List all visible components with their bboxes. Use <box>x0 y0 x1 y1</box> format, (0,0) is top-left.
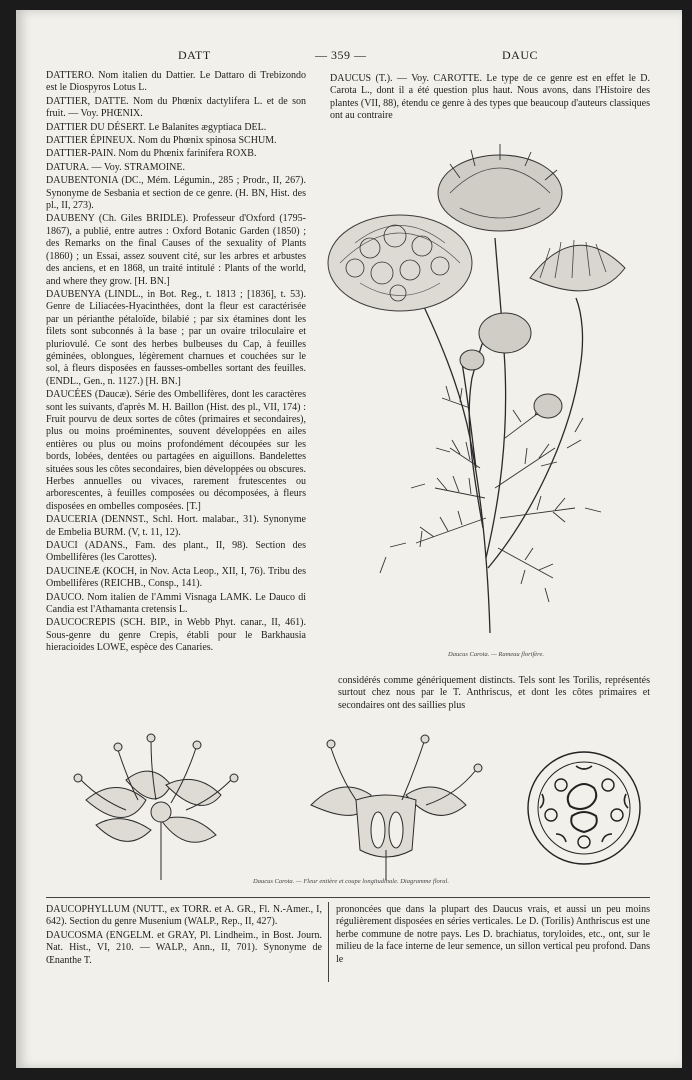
entry-daubentonia: DAUBENTONIA (DC., Mém. Légumin., 285 ; Prodr., II, 267). Synonyme de Sesbania et section de ce genre. (H. BN, Hist. des pl., II, 273). <box>46 175 306 212</box>
entry-daucophyllum: DAUCOPHYLLUM (NUTT., ex TORR. et A. GR., Fl. N.-Amer., I, 642). Section du genre Musenium (WALP., Rep., II, 427). <box>46 904 322 928</box>
column-rule <box>328 902 329 982</box>
umbel-top <box>438 144 562 231</box>
entry-daucus-end: prononcées que dans la plupart des Daucus vrais, et aussi un peu moins régulièrement disposées en séries verticales. Le D. (Torilis) Anthriscus est une herbe commune de notre pays. Les D. brachiatus, toryloides, etc., ont, sur le milieu de la face interne de leur semence, un sillon vertical peu profond. Dans le <box>336 904 650 965</box>
left-column <box>46 70 306 710</box>
umbel-left <box>328 215 472 311</box>
floral-diagram <box>528 752 640 864</box>
running-head-left: DATT <box>178 48 211 62</box>
entry-daucees: DAUCÉES (Daucæ). Série des Ombellifères, dont les caractères sont les suivants, d'après M. H. Baillon (Hist. des pl., VII, 174) : Fruit pourvu de deux sortes de côtes (primaires et secondaires), plus ou moins proéminentes, souvent développées en ailes entières ou plus ou moins profondément découpées sur les bords, lobées, dentées ou partagées en aiguillons. Bandelettes situées sous les côtes secondaires, bien développées ou obscures. Herbes annuelles ou vivaces, rarement frutescentes ou arborescentes, à feuilles composées ou décomposées, à fleurs disposées en ombelles composées. [T.] <box>46 389 306 512</box>
entry-dattier: DATTIER, DATTE. Nom du Phœnix dactylifera L. et de son fruit. — Voy. PHŒNIX. <box>46 95 306 120</box>
entry-dattero: DATTERO. Nom italien du Dattier. Le Dattaro di Trebizondo est le Diospyros Lotus L. <box>46 70 306 94</box>
entry-dattier-pain: DATTIER-PAIN. Nom du Phœnix farinifera ROXB. <box>46 148 257 160</box>
left-column-bottom <box>46 904 322 984</box>
daucus-carota-branch-illustration <box>300 138 670 650</box>
entry-daucosma: DAUCOSMA (ENGELM. et GRAY, Pl. Lindheim., in Bost. Journ. Nat. Hist., VI, 210. — WALP., Ann., II, 701). Synonyme de Œnanthe T. <box>46 929 322 966</box>
dictionary-page <box>16 10 682 1068</box>
entry-daucineae: DAUCINEÆ (KOCH, in Nov. Acta Leop., XII, I, 76). Tribu des Ombellifères (REICHB., Consp., 141). <box>46 565 306 590</box>
flower-figures-illustration <box>56 730 676 892</box>
entry-daucus: DAUCUS (T.). — Voy. CAROTTE. Le type de ce genre est en effet le D. Carota L., dont il a été question plus haut. Nous avons, dans l'Histoire des plantes (VII, 88), étendu ce genre à des types que beaucoup d'auteurs classiques ont au contraire <box>330 73 650 122</box>
entry-dauci: DAUCI (ADANS., Fam. des plant., II, 98). Section des Ombellifères (les Carottes). <box>46 540 306 564</box>
entry-datura: DATURA. — Voy. STRAMOINE. <box>46 161 185 173</box>
whole-flower <box>74 734 238 880</box>
entry-daucocrepis: DAUCOCREPIS (SCH. BIP., in Webb Phyt. canar., II, 461). Sous-genre du genre Crepis, établi pour le Barkhausia hieracioides LOWE, espèce des Canaries. <box>46 617 306 654</box>
running-head-right: DAUC <box>502 48 539 62</box>
entry-daubenya: DAUBENYA (LINDL., in Bot. Reg., t. 1813 ; [1836], t. 53). Genre de Liliacées-Hyacinthées, dont la fleur est caractérisée par un périanthe pétaloïde, bilabié ; par six étamines dont les filets sont subconnés à la base ; par un ovaire triloculaire et pluriovulé. Ce sont des herbes bulbeuses du Cap, à feuilles géminées, oblongues, légèrement charnues et couchées sur le sol, à fleurs disposées en fausses-ombelles sortant des feuilles. (ENDL., Gen., n. 1127.) [H. BN.] <box>46 288 306 387</box>
entry-dattier-du-desert: DATTIER DU DÉSERT. Le Balanites ægyptiaca DEL. <box>46 121 267 133</box>
page-number: — 359 — <box>315 48 367 62</box>
entry-dattier-epineux: DATTIER ÉPINEUX. Nom du Phœnix spinosa SCHUM. <box>46 135 277 147</box>
entry-dauceria: DAUCERIA (DENNST., Schl. Hort. malabar., 31). Synonyme de Embelia BURM. (V, t. 11, 12). <box>46 514 306 538</box>
umbel-right <box>530 240 625 291</box>
entry-daubeny: DAUBENY (Ch. Giles BRIDLE). Professeur d'Oxford (1795-1867), a publié, entre autres : Oxford Botanic Garden (1850) ; des Remarks on the final Causes of the sexuality of Plants (1860) ; un Essai, assez souvent cité, sur les arbres et arbustes des anciens, et en 1868, un traité intitulé : Plants of the world, and where they grow. [H. BN.] <box>46 213 306 287</box>
longitudinal-section <box>311 735 482 880</box>
entry-daucus-continued: considérés comme génériquement distincts. Tels sont les Torilis, représentés surtout chez nous par le T. Anthriscus, et dont les côtes primaires et secondaires ont des saillies plus <box>338 675 650 711</box>
umbel-buds <box>460 313 562 418</box>
horizontal-rule <box>46 897 650 898</box>
entry-dauco: DAUCO. Nom italien de l'Ammi Visnaga LAMK. Le Dauco di Candia est l'Athamanta cretensis L. <box>46 591 306 616</box>
figure-caption-flower: Daucus Carota. — Fleur entière et coupe longitudinale. Diagramme floral. <box>253 878 449 885</box>
figure-caption-branch: Daucus Carota. — Rameau florifère. <box>448 651 544 658</box>
